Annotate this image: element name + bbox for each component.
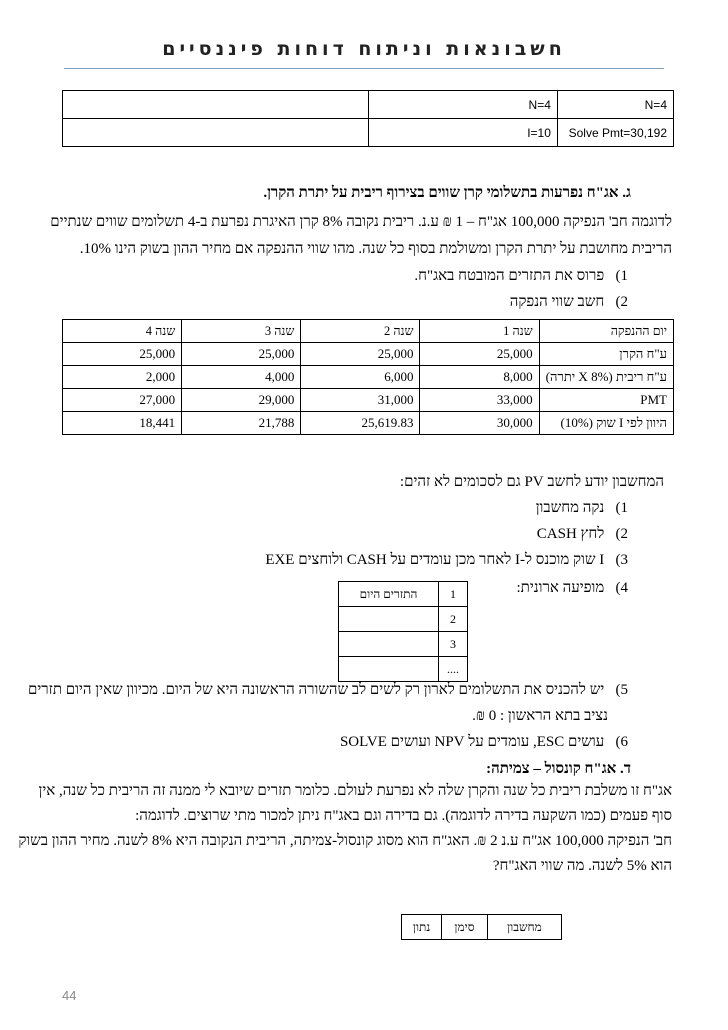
calculator-step-4	[517, 580, 628, 597]
step-text: יש להכניס את התשלומים לארון רק לשים לב שהשורה הראשונה היא של היום. מכיוון שאין היום תזרים	[28, 682, 605, 698]
cashflow-register-table	[338, 581, 468, 682]
table-cell: 4,000	[182, 366, 301, 389]
step-text: נקה מחשבון	[535, 500, 605, 516]
section-d-paragraph-line3: חב' הנפיקה 100,000 אג"ח ע.נ 2 ₪. האג"ח הוא מסוג קונסול-צמיתה, הריבית הנקובה היא 8% לשנה. מחיר ההון בשוק	[18, 833, 672, 849]
step-text: פרוס את התזרים המובטח באג"ח.	[414, 268, 605, 284]
table-header-row	[63, 320, 674, 343]
table-header-row	[402, 915, 562, 940]
table-header-cell: שנה 1	[420, 320, 539, 343]
table-cell: 6,000	[301, 366, 420, 389]
section-d-title: ד. אג"ח קונסול – צמיתה:	[486, 761, 631, 777]
table-header-cell: שנה 3	[182, 320, 301, 343]
table-header-cell: סימן	[442, 915, 488, 940]
step-number: 5)	[615, 682, 628, 698]
table-cell: 3	[439, 632, 468, 657]
step-text: עושים ESC, עומדים על NPV ועושים SOLVE	[339, 734, 605, 750]
table-header-cell: שנה 2	[301, 320, 420, 343]
step-number: 3)	[615, 552, 628, 568]
section-d-paragraph-line1: אג"ח זו משלבת ריבית כל שנה והקרן שלה לא נפרעת לעולם. כלומר תזרים שיובא לי ממנה זה הריבית כל שנה, אין	[38, 783, 672, 799]
table-cell: ע"ח ריבית (8% X יתרה)	[539, 366, 673, 389]
table-cell	[339, 632, 439, 657]
step-text: מופיעה ארונית:	[516, 580, 605, 596]
table-cell: ....	[439, 657, 468, 682]
table-row	[63, 343, 674, 366]
section-d-paragraph-line2: סוף פעמים (כמו השקעה בדירה לדוגמה). גם בדירה וגם באג"ח ניתן למכור מתי שרוצים. לדוגמה:	[135, 808, 672, 824]
table-row	[63, 412, 674, 435]
step-number: 2)	[615, 294, 628, 310]
table-row	[339, 632, 468, 657]
header-divider	[64, 68, 664, 69]
table-row	[339, 657, 468, 682]
table-row	[63, 389, 674, 412]
step-number: 4)	[615, 580, 628, 596]
step-text: לחץ CASH	[536, 526, 605, 542]
section-g-step-2	[510, 294, 628, 311]
table-cell: התזרים היום	[339, 582, 439, 607]
top-table-cell-empty	[63, 91, 369, 119]
table-cell: 33,000	[420, 389, 539, 412]
step-text: I שוק מוכנס ל-I לאחר מכן עומדים על CASH ולוחצים EXE	[265, 552, 605, 568]
table-cell: 2	[439, 607, 468, 632]
bond-cashflow-table	[62, 319, 674, 435]
calculator-step-6	[340, 734, 628, 751]
table-header-cell: מחשבון	[487, 915, 561, 940]
table-cell	[339, 607, 439, 632]
table-cell: 25,000	[420, 343, 539, 366]
page-number: 44	[62, 988, 77, 1003]
solution-table	[401, 914, 562, 940]
table-cell: 25,000	[301, 343, 420, 366]
step-number: 6)	[615, 734, 628, 750]
calculator-step-5-line2: נציב בתא הראשון : 0 ₪.	[472, 708, 608, 724]
calculator-step-1	[536, 500, 628, 517]
table-cell: 18,441	[63, 412, 182, 435]
section-g-step-1	[414, 268, 628, 285]
table-cell: 25,000	[63, 343, 182, 366]
table-cell: 8,000	[420, 366, 539, 389]
table-cell: 30,000	[420, 412, 539, 435]
step-number: 1)	[615, 268, 628, 284]
table-header-cell: שנה 4	[63, 320, 182, 343]
step-number: 2)	[615, 526, 628, 542]
top-table-cell: Solve Pmt=30,192	[557, 119, 673, 147]
table-cell: 31,000	[301, 389, 420, 412]
top-table-cell: N=4	[557, 91, 673, 119]
section-d-paragraph-line4: הוא 5% לשנה. מה שווי האג"ח?	[492, 858, 672, 874]
section-g-paragraph-line2: הריבית מחושבת על יתרת הקרן ומשולמת בסוף כל שנה. מהו שווי ההנפקה אם מחיר ההון בשוק הינו 10%.	[79, 241, 672, 257]
table-row	[63, 366, 674, 389]
page-header-title: חשבונאות וניתוח דוחות פיננסיים	[162, 38, 566, 60]
table-cell: 1	[439, 582, 468, 607]
table-cell: 25,619.83	[301, 412, 420, 435]
table-cell: 21,788	[182, 412, 301, 435]
table-cell: PMT	[539, 389, 673, 412]
section-g-title: ג. אג"ח נפרעות בתשלומי קרן שווים בצירוף ריבית על יתרת הקרן.	[263, 185, 631, 201]
table-cell: ע"ח הקרן	[539, 343, 673, 366]
top-table-cell: N=4	[368, 91, 557, 119]
table-cell: 27,000	[63, 389, 182, 412]
table-cell: 2,000	[63, 366, 182, 389]
section-g-paragraph-line1: לדוגמה חב' הנפיקה 100,000 אג"ח – 1 ₪ ע.נ. ריבית נקובה 8% קרן האיגרת נפרעת ב-4 תשלומים שווים שנתיים	[50, 214, 672, 230]
calculator-step-3	[265, 552, 628, 569]
table-cell: היוון לפי I שוק (10%)	[539, 412, 673, 435]
step-text: חשב שווי הנפקה	[509, 294, 605, 310]
table-cell: 29,000	[182, 389, 301, 412]
table-cell: 25,000	[182, 343, 301, 366]
top-table-cell-empty	[63, 119, 369, 147]
calculator-inputs-table	[62, 90, 674, 147]
calculator-intro: המחשבון יודע לחשב PV גם לסכומים לא זהים:	[399, 474, 664, 490]
table-row	[339, 607, 468, 632]
table-header-cell: נתון	[402, 915, 442, 940]
calculator-step-5	[28, 682, 628, 699]
calculator-step-2	[537, 526, 628, 543]
table-header-cell: יום ההנפקה	[539, 320, 673, 343]
top-table-cell: I=10	[368, 119, 557, 147]
table-row	[339, 582, 468, 607]
step-number: 1)	[615, 500, 628, 516]
table-cell	[339, 657, 439, 682]
